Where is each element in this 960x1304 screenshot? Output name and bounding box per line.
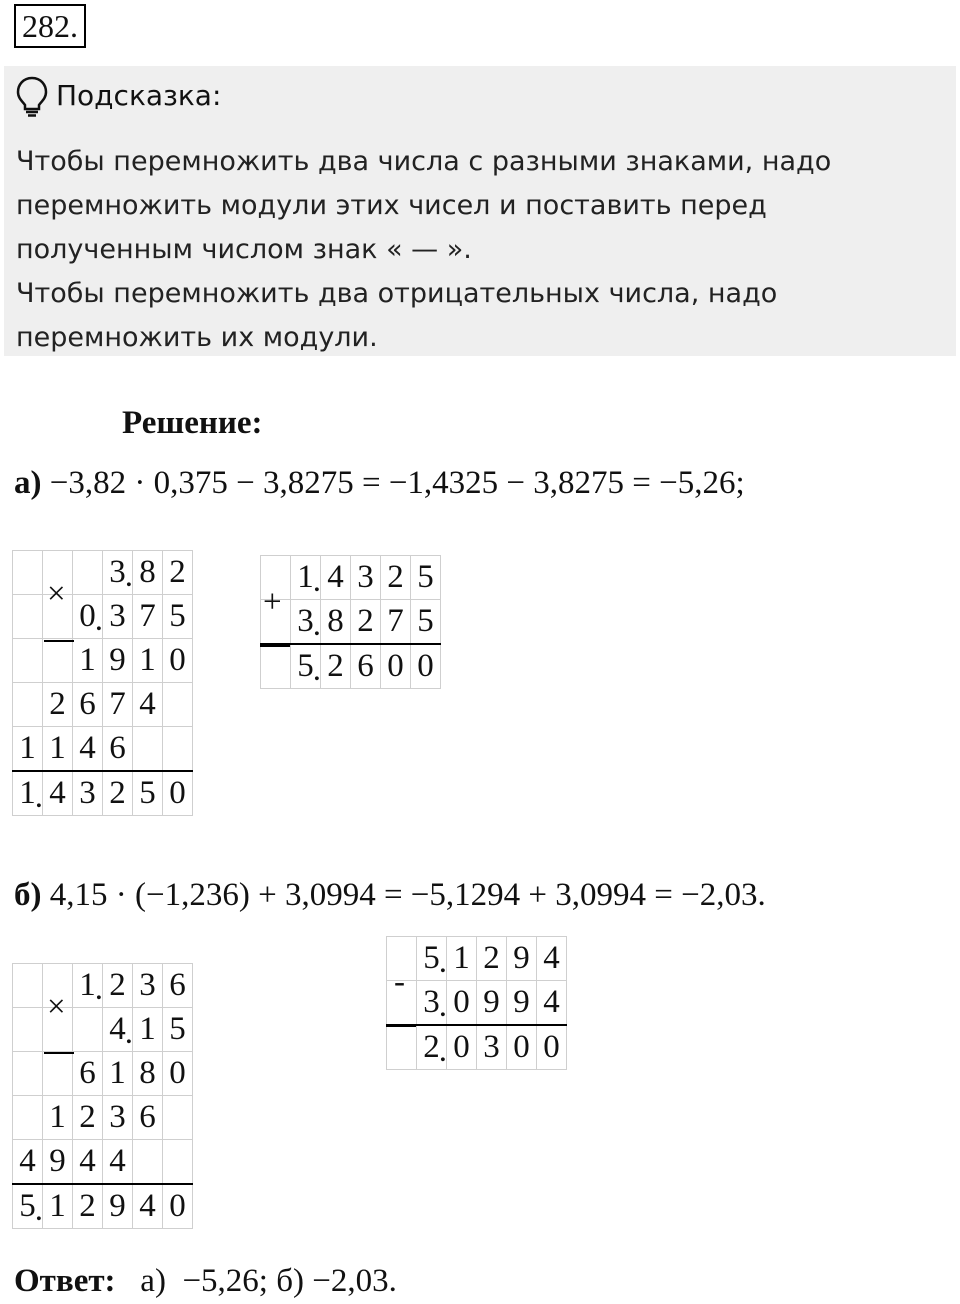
digit-cell: 8 [133,551,163,595]
digit-cell: 0 . [73,595,103,639]
digit-cell [163,1096,193,1140]
digit-cell [13,1096,43,1140]
multiply-sign-a: × [47,576,66,612]
digit-cell: 2 [321,644,351,689]
digit-cell: 1 [43,727,73,772]
digit-cell [133,727,163,772]
hint-text [16,140,946,360]
digit-cell: 1 [103,1052,133,1096]
digit-cell: 8 [321,600,351,645]
equation-b [14,872,766,918]
digit-cell: 0 [411,644,441,689]
digit-cell: 2 [351,600,381,645]
digit-cell: 4 [133,1184,163,1229]
digit-cell: 4 [13,1140,43,1185]
digit-cell: 0 [447,1025,477,1070]
digit-cell: 1 [133,639,163,683]
answer-label: Ответ: [14,1263,116,1299]
multiplication-grid-a [12,550,193,816]
digit-cell: 9 [507,981,537,1026]
digit-cell: 7 [103,683,133,727]
digit-cell: 4 [321,556,351,600]
digit-cell: 2 [103,771,133,816]
digit-cell [73,551,103,595]
digit-cell: 4 [73,727,103,772]
digit-cell: 5 [133,771,163,816]
digit-cell: 1 [447,937,477,981]
digit-cell: 3 [477,1025,507,1070]
part-b-label: б) [14,877,42,913]
digit-cell: 9 [103,639,133,683]
digit-cell: 4 [133,683,163,727]
digit-cell: 4 [73,1140,103,1185]
digit-cell: 6 [73,1052,103,1096]
digit-cell: 2 [73,1184,103,1229]
addition-grid-a [260,555,441,689]
digit-cell: 5 . [13,1184,43,1229]
hint-line: перемножить модули этих чисел и поставить перед [16,190,767,221]
digit-cell: 3 [73,771,103,816]
digit-cell: 9 [43,1140,73,1185]
digit-cell: 3 . [103,551,133,595]
digit-cell: 1 . [73,964,103,1008]
digit-cell: 1 [43,1184,73,1229]
digit-cell: 5 [411,556,441,600]
digit-cell: 9 [477,981,507,1026]
multiplication-grid-b [12,963,193,1229]
digit-cell [43,1052,73,1096]
problem-number: 282. [14,4,86,48]
hint-line: перемножить их модули. [16,322,378,353]
digit-cell: 5 [163,595,193,639]
digit-cell [13,683,43,727]
digit-cell: 4 . [103,1008,133,1052]
equation-b-text: 4,15 · (−1,236) + 3,0994 = −5,1294 + 3,0994 = −2,03. [49,877,766,913]
digit-cell [43,639,73,683]
digit-cell: 1 [133,1008,163,1052]
digit-cell: 7 [381,600,411,645]
digit-cell: 2 [43,683,73,727]
digit-cell [13,1052,43,1096]
digit-cell: 0 [537,1025,567,1070]
answer-b-value: −2,03. [312,1263,397,1299]
digit-cell: 6 [103,727,133,772]
digit-cell [73,1008,103,1052]
digit-cell [133,1140,163,1185]
digit-cell [163,1140,193,1185]
minus-sign: - [394,964,405,1000]
part-a-label: а) [14,465,42,501]
digit-cell: 2 [477,937,507,981]
digit-cell [13,595,43,639]
digit-cell: 1 . [291,556,321,600]
lightbulb-icon [14,74,50,118]
multiply-sign-b: × [47,989,66,1025]
digit-cell: 3 [103,595,133,639]
digit-cell: 0 [163,1052,193,1096]
digit-cell [261,644,291,689]
answer-a-value: −5,26; [182,1263,268,1299]
digit-cell [13,964,43,1008]
operator-underline [386,1025,416,1027]
digit-cell: 0 [447,981,477,1026]
digit-cell [387,1025,417,1070]
answer-b-label: б) [276,1263,304,1299]
hint-title: Подсказка: [56,79,222,112]
digit-cell: 1 [13,727,43,772]
digit-cell: 0 [163,639,193,683]
digit-cell: 6 [351,644,381,689]
digit-cell [13,639,43,683]
digit-cell: 6 [163,964,193,1008]
digit-cell: 3 [351,556,381,600]
digit-cell [13,1008,43,1052]
digit-cell: 3 . [417,981,447,1026]
digit-cell: 4 [537,937,567,981]
plus-sign: + [263,584,282,620]
digit-cell: 5 . [291,644,321,689]
equation-a [14,460,745,506]
digit-cell: 0 [163,771,193,816]
digit-cell: 2 [381,556,411,600]
digit-cell: 7 [133,595,163,639]
operator-underline [44,1052,74,1054]
digit-cell: 5 [411,600,441,645]
digit-cell: 5 . [417,937,447,981]
digit-cell: 4 [103,1140,133,1185]
digit-cell [163,683,193,727]
subtraction-grid-b [386,936,567,1070]
hint-line: Чтобы перемножить два отрицательных числа, надо [16,278,778,309]
digit-cell: 2 [73,1096,103,1140]
digit-cell: 0 [163,1184,193,1229]
operator-underline [260,645,290,647]
operator-underline [44,640,74,642]
hint-line: Чтобы перемножить два числа с разными знаками, надо [16,146,832,177]
equation-a-text: −3,82 · 0,375 − 3,8275 = −1,4325 − 3,8275 = −5,26; [49,465,745,501]
digit-cell: 2 . [417,1025,447,1070]
digit-cell: 3 . [291,600,321,645]
digit-cell: 2 [163,551,193,595]
hint-line: полученным числом знак « — ». [16,234,472,265]
digit-cell: 1 [73,639,103,683]
digit-cell: 1 . [13,771,43,816]
digit-cell: 3 [103,1096,133,1140]
digit-cell: 0 [507,1025,537,1070]
digit-cell: 2 [103,964,133,1008]
digit-cell: 9 [507,937,537,981]
digit-cell: 4 [43,771,73,816]
digit-cell: 6 [73,683,103,727]
solution-title: Решение: [122,405,263,441]
digit-cell: 5 [163,1008,193,1052]
digit-cell: 0 [381,644,411,689]
digit-cell: 6 [133,1096,163,1140]
digit-cell: 1 [43,1096,73,1140]
digit-cell: 9 [103,1184,133,1229]
answer-a-label: а) [140,1263,166,1299]
digit-cell: 8 [133,1052,163,1096]
digit-cell [13,551,43,595]
digit-cell: 3 [133,964,163,1008]
digit-cell [163,727,193,772]
answer-line [14,1258,397,1304]
digit-cell: 4 [537,981,567,1026]
